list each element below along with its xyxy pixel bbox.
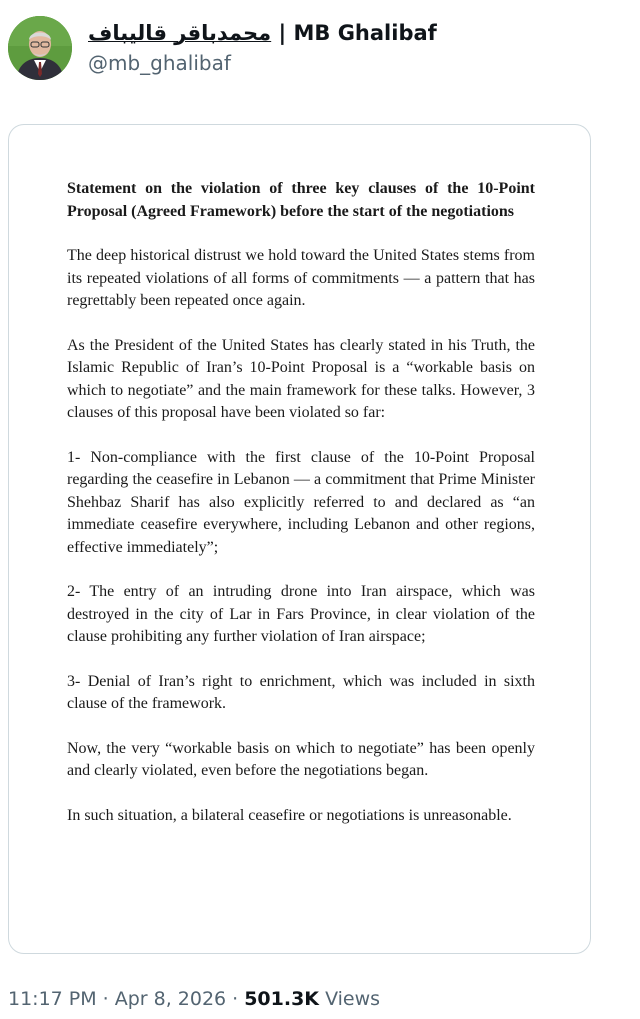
tweet-date[interactable]: Apr 8, 2026: [114, 988, 227, 1010]
display-name-separator: |: [278, 21, 287, 45]
display-name-arabic[interactable]: محمدباقر قالیباف: [88, 21, 272, 45]
statement-paragraph: Now, the very “workable basis on which to negotiate” has been openly and clearly violated, even before the negotiations began.: [67, 739, 535, 779]
views-count: 501.3K: [244, 988, 320, 1010]
avatar-photo-icon: [8, 16, 72, 80]
meta-separator: ·: [102, 988, 109, 1010]
tweet-meta: [8, 984, 380, 1014]
meta-separator: ·: [232, 988, 239, 1010]
statement-paragraph: 2- The entry of an intruding drone into Iran airspace, which was destroyed in the city of Lar in Fars Province, in clear violation of the clause prohibiting any further violation of Iran airspace;: [67, 583, 535, 645]
statement-paragraph: In such situation, a bilateral ceasefire or negotiations is unreasonable.: [67, 806, 512, 824]
statement-title: Statement on the violation of three key clauses of the 10-Point Proposal (Agreed Framework) before the start of the negotiations: [67, 180, 535, 220]
media-image-card[interactable]: [8, 124, 591, 954]
statement-paragraph: The deep historical distrust we hold toward the United States stems from its repeated violations of all forms of commitments — a pattern that has regrettably been repeated once again.: [67, 247, 535, 309]
statement-paragraph: 1- Non-compliance with the first clause of the 10-Point Proposal regarding the ceasefire in Lebanon — a commitment that Prime Minister Shehbaz Sharif has also explicitly referred to and declared as “an immediate ceasefire everywhere, including Lebanon and other regions, effective immediately”;: [67, 448, 535, 556]
statement-document: [67, 178, 535, 827]
user-handle[interactable]: @mb_ghalibaf: [88, 51, 231, 75]
statement-paragraph: 3- Denial of Iran’s right to enrichment, which was included in sixth clause of the framework.: [67, 672, 535, 712]
avatar[interactable]: [8, 16, 72, 80]
display-name-latin[interactable]: MB Ghalibaf: [293, 21, 437, 45]
author-names: [88, 18, 437, 76]
statement-paragraph: As the President of the United States has clearly stated in his Truth, the Islamic Republic of Iran’s 10-Point Proposal is a “workable basis on which to negotiate” and the main framework for these talks. However, 3 clauses of this proposal have been violated so far:: [67, 336, 535, 421]
views-label: Views: [325, 988, 381, 1010]
tweet-header: [8, 12, 628, 82]
display-name[interactable]: [88, 18, 437, 48]
tweet-time[interactable]: 11:17 PM: [8, 988, 97, 1010]
